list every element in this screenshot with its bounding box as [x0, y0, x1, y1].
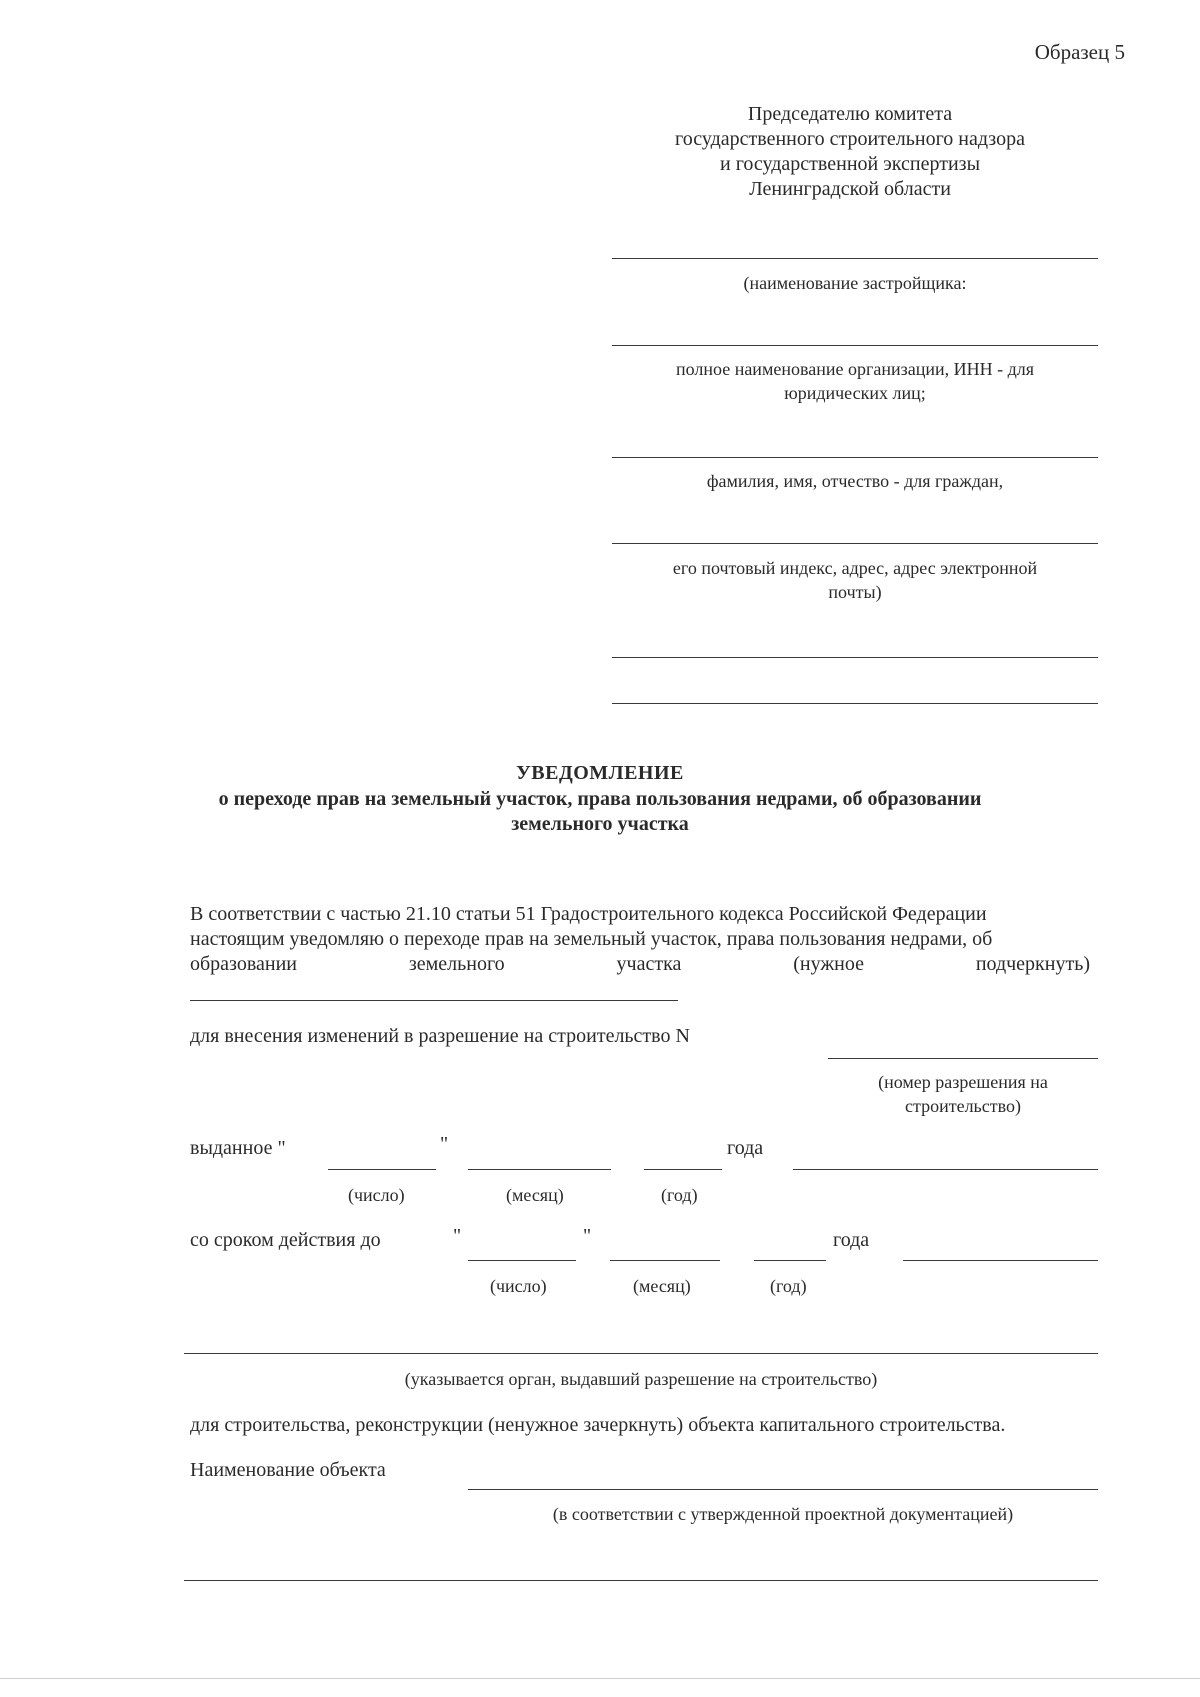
authority-field[interactable]	[184, 1353, 1098, 1354]
document-subtitle: о переходе прав на земельный участок, права пользования недрами, об образовании земельного участка	[218, 788, 982, 835]
validity-extra-field[interactable]	[903, 1260, 1098, 1261]
addressee-line: Председателю комитета	[747, 103, 953, 125]
purpose-text: для строительства, реконструкции (ненужное зачеркнуть) объекта капитального строительства.	[190, 1414, 1006, 1436]
issued-quote-close: "	[440, 1133, 449, 1155]
postal-address-caption: его почтовый индекс, адрес, адрес электронной почты)	[672, 558, 1038, 602]
citizen-caption: фамилия, имя, отчество - для граждан,	[706, 471, 1004, 491]
addressee-line: Ленинградской области	[749, 178, 951, 200]
issued-year-word: года	[727, 1137, 764, 1159]
document-title: УВЕДОМЛЕНИЕ	[516, 762, 684, 784]
issued-month-caption: (месяц)	[506, 1185, 564, 1205]
validity-quote-open: "	[453, 1225, 462, 1247]
extra-field-1[interactable]	[612, 657, 1098, 658]
paragraph-line-justified: образовании земельного участка (нужное подчеркнуть)	[190, 953, 1090, 975]
issued-day-caption: (число)	[348, 1185, 405, 1205]
validity-day-caption: (число)	[490, 1276, 547, 1296]
validity-label: со сроком действия до	[190, 1229, 381, 1251]
scan-edge-line	[0, 1678, 1200, 1679]
issued-year-field[interactable]	[644, 1169, 722, 1170]
developer-caption: (наименование застройщика:	[743, 273, 967, 293]
addressee-block	[600, 102, 1100, 202]
body-paragraph	[190, 902, 1090, 977]
object-name-field[interactable]	[468, 1489, 1098, 1490]
land-rights-field[interactable]	[190, 1000, 678, 1001]
validity-year-caption: (год)	[770, 1276, 807, 1296]
validity-quote-close: "	[583, 1225, 592, 1247]
issued-month-field[interactable]	[468, 1169, 611, 1170]
changes-text: для внесения изменений в разрешение на строительство N	[190, 1025, 690, 1047]
object-name-caption: (в соответствии с утвержденной проектной документацией)	[552, 1504, 1014, 1524]
addressee-line: и государственной экспертизы	[719, 153, 981, 175]
issued-year-caption: (год)	[661, 1185, 698, 1205]
permit-number-field[interactable]	[828, 1058, 1098, 1059]
postal-address-field[interactable]	[612, 543, 1098, 544]
validity-year-word: года	[833, 1229, 870, 1251]
issued-extra-field[interactable]	[793, 1169, 1098, 1170]
citizen-name-field[interactable]	[612, 457, 1098, 458]
extra-field-2[interactable]	[612, 703, 1098, 704]
validity-month-field[interactable]	[610, 1260, 720, 1261]
object-name-label: Наименование объекта	[190, 1459, 386, 1481]
object-name-field-2[interactable]	[184, 1580, 1098, 1581]
validity-month-caption: (месяц)	[633, 1276, 691, 1296]
paragraph-line: В соответствии с частью 21.10 статьи 51 Градостроительного кодекса Российской Федерации	[190, 903, 987, 925]
organization-name-field[interactable]	[612, 345, 1098, 346]
developer-name-field[interactable]	[612, 258, 1098, 259]
organization-caption: полное наименование организации, ИНН - для юридических лиц;	[675, 359, 1035, 403]
issued-day-field[interactable]	[328, 1169, 436, 1170]
addressee-line: государственного строительного надзора	[675, 128, 1025, 150]
sample-label: Образец 5	[1034, 40, 1125, 64]
permit-number-caption: (номер разрешения на строительство)	[878, 1072, 1048, 1116]
validity-day-field[interactable]	[468, 1260, 576, 1261]
paragraph-line: настоящим уведомляю о переходе прав на земельный участок, права пользования недрами, об	[190, 928, 993, 950]
validity-year-field[interactable]	[754, 1260, 826, 1261]
issued-label: выданное "	[190, 1137, 286, 1159]
authority-caption: (указывается орган, выдавший разрешение на строительство)	[404, 1369, 878, 1389]
